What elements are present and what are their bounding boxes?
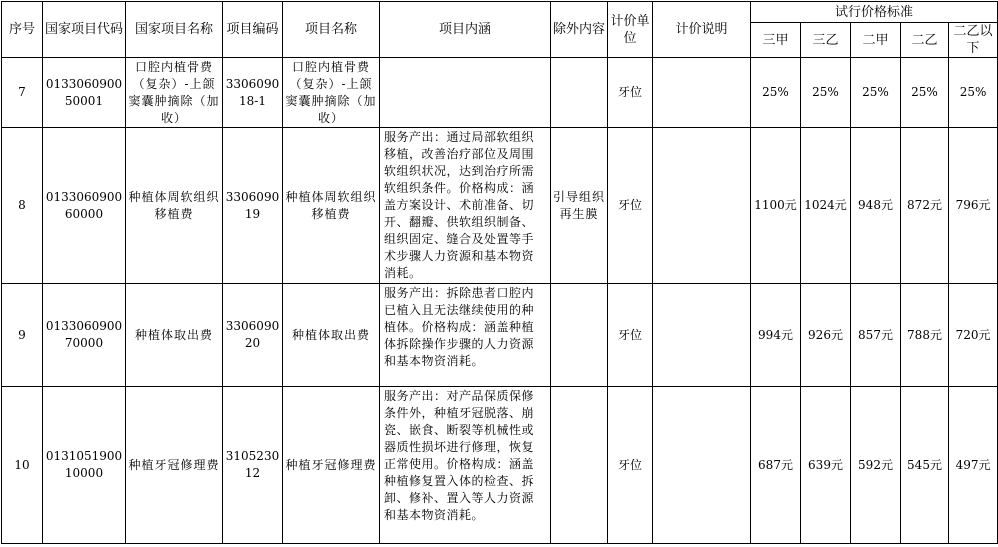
- header-item-name: 项目名称: [283, 2, 380, 58]
- cell-unit: 牙位: [608, 128, 653, 284]
- cell-price-level-4: 872元: [901, 128, 949, 284]
- table-row: [2, 387, 998, 544]
- header-notes: 计价说明: [653, 2, 751, 58]
- table-row: [2, 58, 998, 128]
- cell-notes: [653, 128, 751, 284]
- header-content: 项目内涵: [380, 2, 551, 58]
- header-unit: 计价单位: [608, 2, 653, 58]
- cell-price-level-2: 926元: [801, 284, 851, 387]
- cell-national-code: 013306090050001: [43, 58, 126, 128]
- header-level-3: 二甲: [851, 23, 901, 58]
- price-table: [1, 1, 998, 544]
- cell-price-level-1: 687元: [751, 387, 801, 544]
- cell-notes: [653, 284, 751, 387]
- cell-unit: 牙位: [608, 387, 653, 544]
- cell-price-level-3: 592元: [851, 387, 901, 544]
- cell-price-level-4: 545元: [901, 387, 949, 544]
- cell-notes: [653, 58, 751, 128]
- table-row: [2, 284, 998, 387]
- cell-exclusions: [551, 387, 608, 544]
- cell-notes: [653, 387, 751, 544]
- header-item-code: 项目编码: [223, 2, 283, 58]
- header-exclusions: 除外内容: [551, 2, 608, 58]
- cell-seq: 8: [2, 128, 43, 284]
- cell-national-name: 种植体周软组织移植费: [126, 128, 223, 284]
- cell-national-name: 种植体取出费: [126, 284, 223, 387]
- cell-item-name: 种植体取出费: [283, 284, 380, 387]
- cell-item-code: 330609020: [223, 284, 283, 387]
- cell-price-level-4: 25%: [901, 58, 949, 128]
- cell-national-code: 013306090060000: [43, 128, 126, 284]
- cell-price-level-2: 1024元: [801, 128, 851, 284]
- cell-price-level-1: 1100元: [751, 128, 801, 284]
- cell-national-name: 口腔内植骨费（复杂）-上颌窦囊肿摘除（加收）: [126, 58, 223, 128]
- cell-exclusions: 引导组织再生膜: [551, 128, 608, 284]
- cell-national-code: 013105190010000: [43, 387, 126, 544]
- cell-exclusions: [551, 58, 608, 128]
- cell-seq: 10: [2, 387, 43, 544]
- cell-seq: 7: [2, 58, 43, 128]
- cell-exclusions: [551, 284, 608, 387]
- header-national-name: 国家项目名称: [126, 2, 223, 58]
- cell-item-code: 330609018-1: [223, 58, 283, 128]
- header-level-2: 三乙: [801, 23, 851, 58]
- cell-unit: 牙位: [608, 58, 653, 128]
- table-row: [2, 128, 998, 284]
- cell-content: 服务产出：拆除患者口腔内已植入且无法继续使用的种植体。价格构成：涵盖种植体拆除操作步骤的人力资源和基本物资消耗。: [380, 284, 551, 387]
- header-price-group: 试行价格标准: [751, 2, 998, 23]
- header-level-1: 三甲: [751, 23, 801, 58]
- cell-price-level-1: 994元: [751, 284, 801, 387]
- cell-item-code: 330609019: [223, 128, 283, 284]
- cell-price-level-3: 25%: [851, 58, 901, 128]
- cell-price-level-2: 25%: [801, 58, 851, 128]
- cell-content: 服务产出：对产品保质保修条件外，种植牙冠脱落、崩瓷、嵌食、断裂等机械性或器质性损坏进行修理，恢复正常使用。价格构成：涵盖种植修复置入体的检查、拆卸、修补、置入等人力资源和基本物资消耗。: [380, 387, 551, 544]
- cell-price-level-1: 25%: [751, 58, 801, 128]
- cell-seq: 9: [2, 284, 43, 387]
- cell-unit: 牙位: [608, 284, 653, 387]
- header-seq: 序号: [2, 2, 43, 58]
- cell-price-level-3: 948元: [851, 128, 901, 284]
- cell-price-level-4: 788元: [901, 284, 949, 387]
- cell-price-level-5: 796元: [949, 128, 998, 284]
- header-level-5: 二乙以下: [949, 23, 998, 58]
- cell-price-level-5: 25%: [949, 58, 998, 128]
- cell-content: 服务产出：通过局部软组织移植，改善治疗部位及周围软组织状况，达到治疗所需软组织条件。价格构成：涵盖方案设计、术前准备、切开、翻瓣、供软组织制备、组织固定、缝合及处置等手术步骤人力资源和基本物资消耗。: [380, 128, 551, 284]
- cell-item-name: 种植牙冠修理费: [283, 387, 380, 544]
- cell-item-name: 口腔内植骨费（复杂）-上颌窦囊肿摘除（加收）: [283, 58, 380, 128]
- cell-item-code: 310523012: [223, 387, 283, 544]
- cell-price-level-3: 857元: [851, 284, 901, 387]
- header-level-4: 二乙: [901, 23, 949, 58]
- cell-item-name: 种植体周软组织移植费: [283, 128, 380, 284]
- cell-national-code: 013306090070000: [43, 284, 126, 387]
- header-national-code: 国家项目代码: [43, 2, 126, 58]
- cell-price-level-5: 497元: [949, 387, 998, 544]
- cell-price-level-5: 720元: [949, 284, 998, 387]
- cell-price-level-2: 639元: [801, 387, 851, 544]
- cell-national-name: 种植牙冠修理费: [126, 387, 223, 544]
- cell-content: [380, 58, 551, 128]
